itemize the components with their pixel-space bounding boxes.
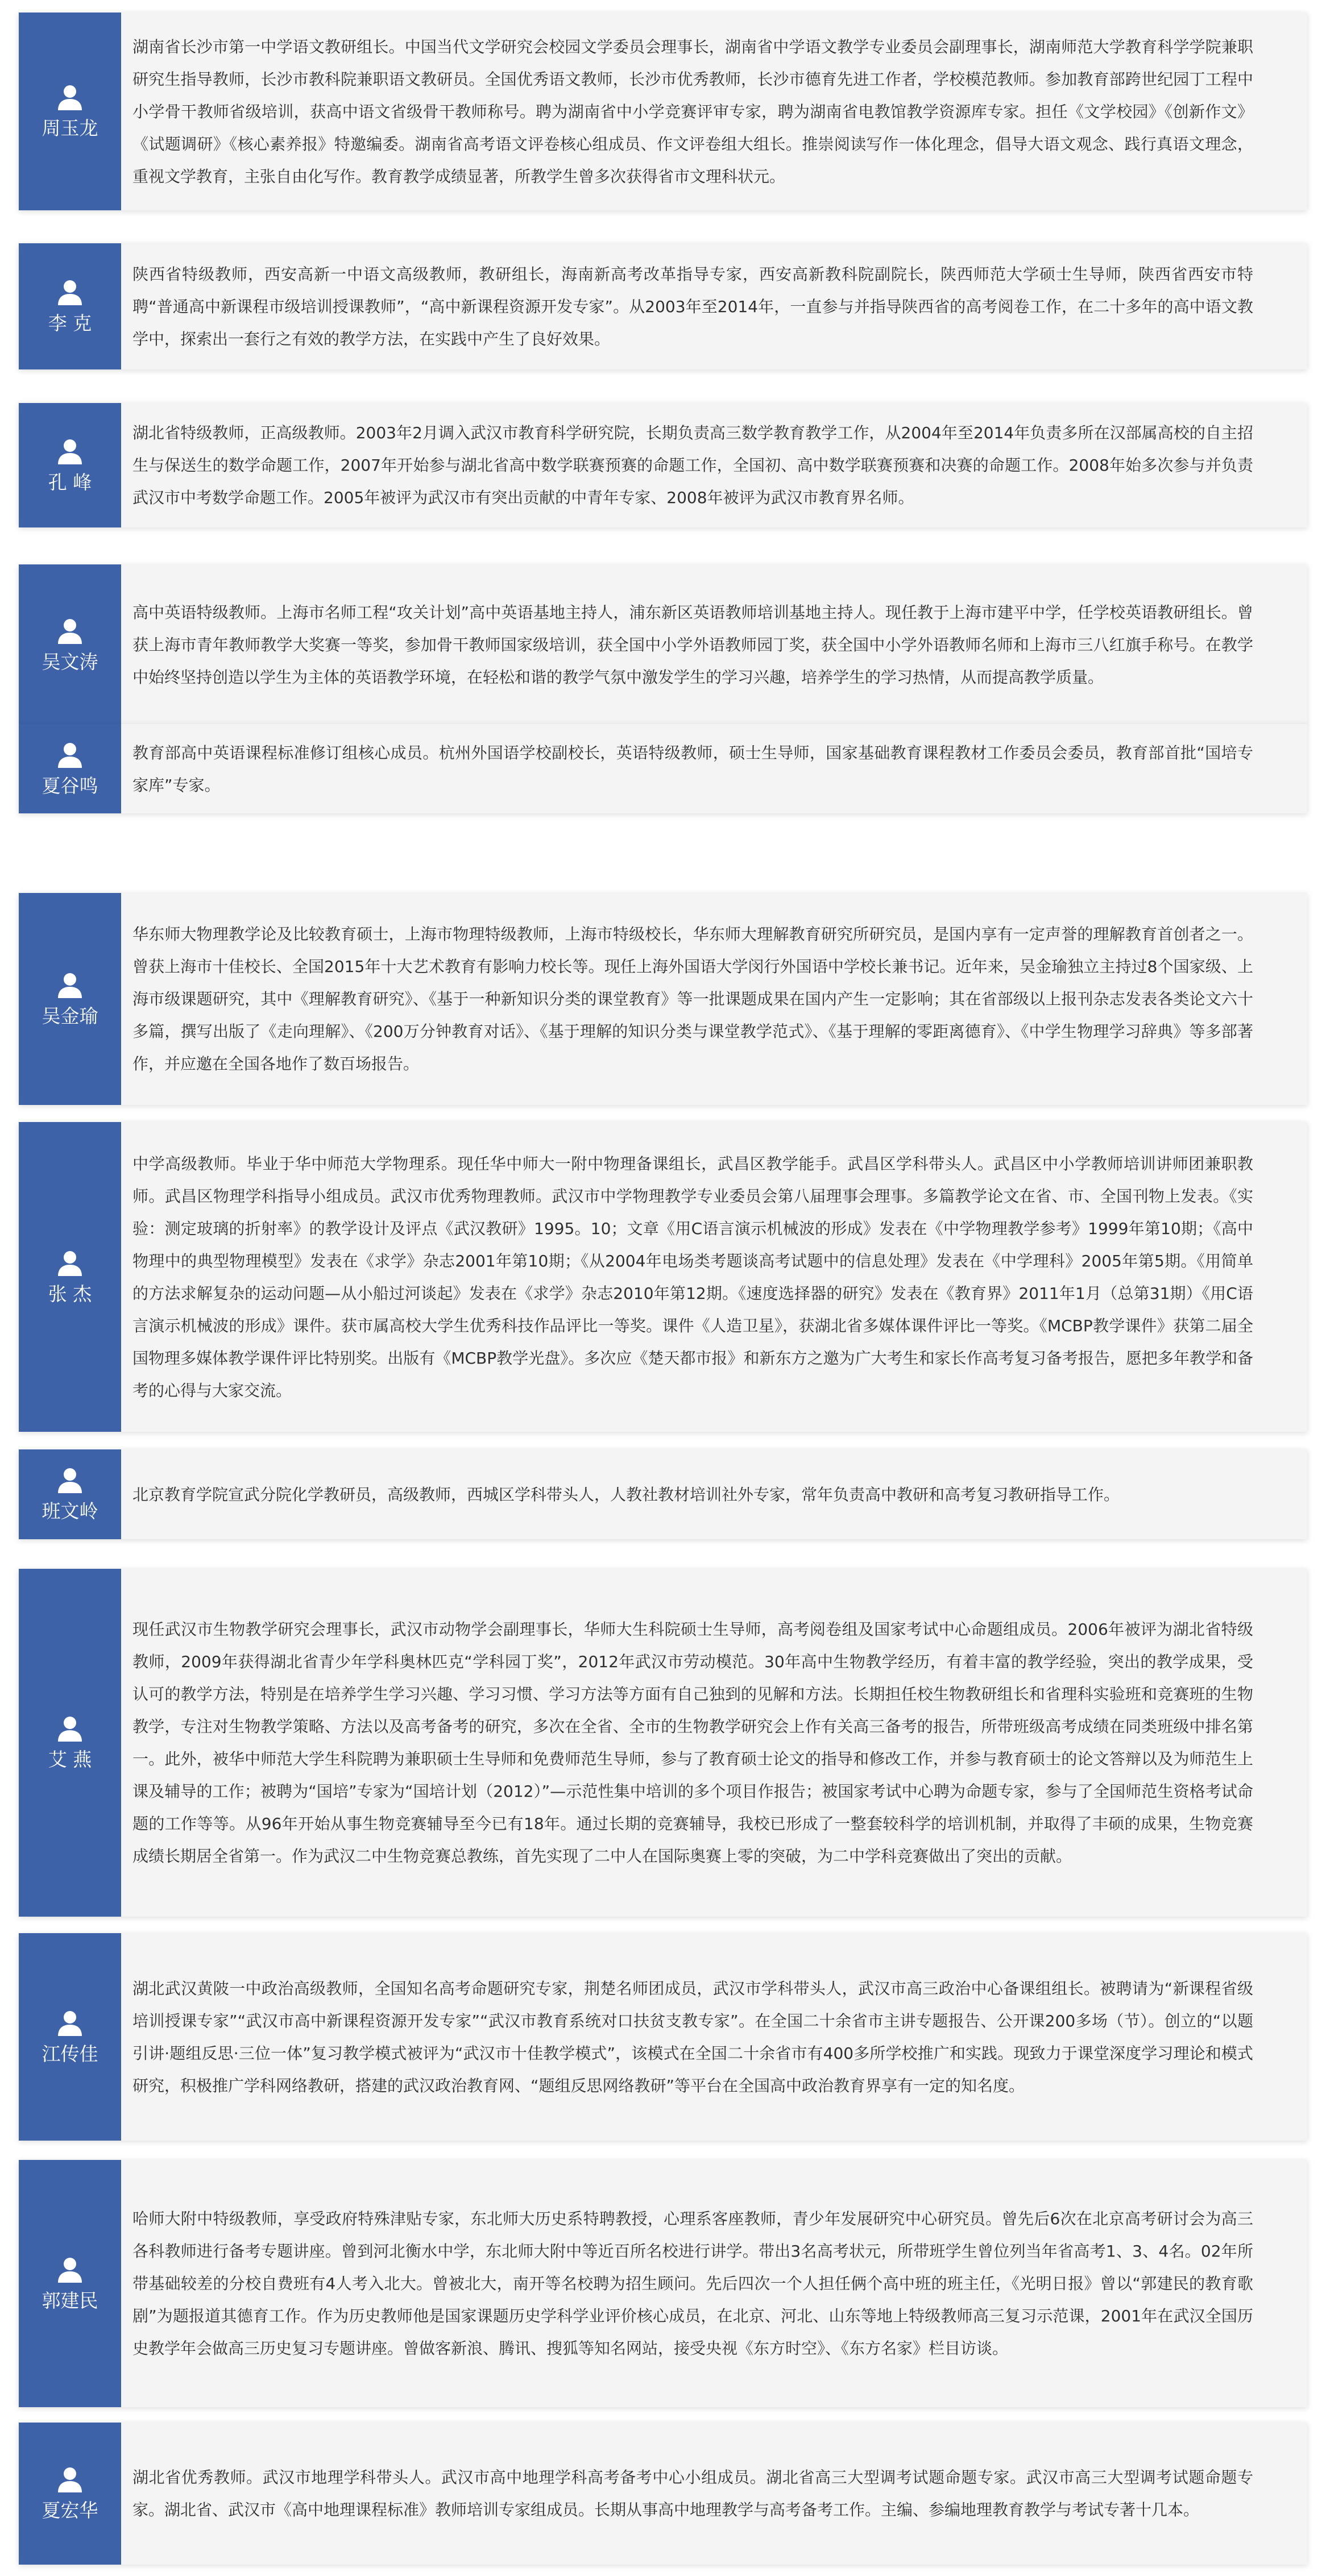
teacher-bio: [132, 243, 1253, 369]
teacher-name-panel: [19, 1933, 121, 2141]
teacher-card: [19, 564, 1307, 725]
teacher-bio: [132, 1933, 1253, 2141]
teacher-bio-text: 陕西省特级教师，西安高新一中语文高级教师，教研组长，海南新高考改革指导专家，西安高新教科院副院长，陕西师范大学硕士生导师，陕西省西安市特聘“普通高中新课程市级培训授课教师”，“高中新课程资源开发专家”。从2003年至2014年，一直参与并指导陕西省的高考阅卷工作，在二十多年的高中语文教学中，探索出一套行之有效的教学方法，在实践中产生了良好效果。: [132, 264, 1253, 348]
person-icon: [56, 83, 84, 111]
teacher-bio: [132, 893, 1253, 1105]
teacher-bio: [132, 724, 1253, 813]
teacher-name-panel: [19, 13, 121, 210]
teacher-name-panel: [19, 564, 121, 725]
person-icon: [56, 2009, 84, 2037]
teacher-name-panel: [19, 2160, 121, 2407]
teacher-bio-text: 高中英语特级教师。上海市名师工程“攻关计划”高中英语基地主持人，浦东新区英语教师培训基地主持人。现任教于上海市建平中学，任学校英语教研组长。曾获上海市青年教师教学大奖赛一等奖，参加骨干教师国家级培训，获全国中小学外语教师园丁奖，获全国中小学外语教师名师和上海市三八红旗手称号。在教学中始终坚持创造以学生为主体的英语教学环境，在轻松和谐的教学气氛中激发学生的学习兴趣，培养学生的学习热情，从而提高教学质量。: [132, 603, 1253, 687]
person-icon: [56, 2465, 84, 2494]
teacher-name-panel: [19, 403, 121, 527]
teacher-name-panel: [19, 893, 121, 1105]
teacher-name: 吴金瑜: [42, 1004, 98, 1027]
teacher-bio-text: 湖北省优秀教师。武汉市地理学科带头人。武汉市高中地理学科高考备考中心小组成员。湖北省高三大型调考试题命题专家。武汉市高三大型调考试题命题专家。湖北省、武汉市《高中地理课程标准》教师培训专家组成员。长期从事高中地理教学与高考备考工作。主编、参编地理教育教学与考试专著十几本。: [132, 2468, 1253, 2519]
teacher-card: [19, 13, 1307, 210]
teacher-name-panel: [19, 2423, 121, 2565]
teacher-bio: [132, 564, 1253, 725]
teacher-bio-text: 湖北省特级教师，正高级教师。2003年2月调入武汉市教育科学研究院，长期负责高三数学教育教学工作，从2004年至2014年负责多所在汉部属高校的自主招生与保送生的数学命题工作，2007年开始参与湖北省高中数学联赛预赛的命题工作，全国初、高中数学联赛预赛和决赛的命题工作。2008年始多次参与并负责武汉市中考数学命题工作。2005年被评为武汉市有突出贡献的中青年专家、2008年被评为武汉市教育界名师。: [132, 423, 1253, 507]
teacher-bio-text: 湖北武汉黄陂一中政治高级教师，全国知名高考命题研究专家，荆楚名师团成员，武汉市学科带头人，武汉市高三政治中心备课组组长。被聘请为“新课程省级培训授课专家”“武汉市高中新课程资源开发专家”“武汉市教育系统对口扶贫支教专家”。在全国二十余省市主讲专题报告、公开课200多场（节）。创立的“以题引讲·题组反思·三位一体”复习教学模式被评为“武汉市十佳教学模式”，该模式在全国二十余省市有400多所学校推广和实践。现致力于课堂深度学习理论和模式研究，积极推广学科网络教研，搭建的武汉政治教育网、“题组反思网络教研”等平台在全国高中政治教育界享有一定的知名度。: [132, 1979, 1253, 2095]
teacher-bio-text: 湖南省长沙市第一中学语文教研组长。中国当代文学研究会校园文学委员会理事长，湖南省中学语文教学专业委员会副理事长，湖南师范大学教育科学学院兼职研究生指导教师，长沙市教科院兼职语文教研员。全国优秀语文教师，长沙市优秀教师，长沙市德育先进工作者，学校模范教师。参加教育部跨世纪园丁工程中小学骨干教师省级培训，获高中语文省级骨干教师称号。聘为湖南省中小学竞赛评审专家，聘为湖南省电教馆教学资源库专家。担任《文学校园》《创新作文》《试题调研》《核心素养报》特邀编委。湖南省高考语文评卷核心组成员、作文评卷组大组长。推崇阅读写作一体化理念，倡导大语文观念、践行真语文理念，重视文学教育，主张自由化写作。教育教学成绩显著，所教学生曾多次获得省市文理科状元。: [132, 37, 1253, 186]
teacher-name: 李 克: [48, 312, 92, 334]
teacher-name: 夏谷鸣: [42, 774, 98, 797]
teacher-bio-text: 现任武汉市生物教学研究会理事长，武汉市动物学会副理事长，华师大生科院硕士生导师，高考阅卷组及国家考试中心命题组成员。2006年被评为湖北省特级教师，2009年获得湖北省青少年学科奥林匹克“学科园丁奖”，2012年武汉市劳动模范。30年高中生物教学经历，有着丰富的教学经验，突出的教学成果，受认可的教学方法，特别是在培养学生学习兴趣、学习习惯、学习方法等方面有自己独到的见解和方法。长期担任校生物教研组长和省理科实验班和竞赛班的生物教学，专注对生物教学策略、方法以及高考备考的研究，多次在全省、全市的生物教学研究会上作有关高三备考的报告，所带班级高考成绩在同类班级中排名第一。此外，被华中师范大学生科院聘为兼职硕士生导师和免费师范生导师，参与了教育硕士论文的指导和修改工作，并参与教育硕士的论文答辩以及为师范生上课及辅导的工作；被聘为“国培”专家为“国培计划（2012）”—示范性集中培训的多个项目作报告；被国家考试中心聘为命题专家，参与了全国师范生资格考试命题的工作等等。从96年开始从事生物竞赛辅导至今已有18年。通过长期的竞赛辅导，我校已形成了一整套较科学的培训机制，并取得了丰硕的成果，生物竞赛成绩长期居全省第一。作为武汉二中生物竞赛总教练，首先实现了二中人在国际奥赛上零的突破，为二中学科竞赛做出了突出的贡献。: [132, 1620, 1253, 1865]
teacher-bio: [132, 1569, 1253, 1917]
teacher-bio-text: 教育部高中英语课程标准修订组核心成员。杭州外国语学校副校长，英语特级教师，硕士生导师，国家基础教育课程教材工作委员会委员，教育部首批“国培专家库”专家。: [132, 743, 1253, 795]
teacher-card: [19, 2160, 1307, 2407]
teacher-bio: [132, 13, 1253, 210]
teacher-name: 周玉龙: [42, 117, 98, 139]
teacher-card: [19, 1933, 1307, 2141]
teacher-name-panel: [19, 243, 121, 369]
teacher-card: [19, 893, 1307, 1105]
teacher-name-panel: [19, 1569, 121, 1917]
teacher-name: 艾 燕: [48, 1748, 92, 1771]
person-icon: [56, 278, 84, 306]
teacher-card: [19, 1569, 1307, 1917]
teacher-bio-text: 哈师大附中特级教师，享受政府特殊津贴专家，东北师大历史系特聘教授，心理系客座教师，青少年发展研究中心研究员。曾先后6次在北京高考研讨会为高三各科教师进行备考专题讲座。曾到河北衡水中学，东北师大附中等近百所名校进行讲学。带出3名高考状元，所带班学生曾位列当年省高考1、3、4名。02年所带基础较差的分校自费班有4人考入北大。曾被北大，南开等名校聘为招生顾问。先后四次一个人担任俩个高中班的班主任，《光明日报》曾以“郭建民的教育歌剧”为题报道其德育工作。作为历史教师他是国家课题历史学科学业评价核心成员，在北京、河北、山东等地上特级教师高三复习示范课，2001年在武汉全国历史教学年会做高三历史复习专题讲座。曾做客新浪、腾讯、搜狐等知名网站，接受央视《东方时空》、《东方名家》栏目访谈。: [132, 2209, 1253, 2358]
teacher-bio-text: 华东师大物理教学论及比较教育硕士，上海市物理特级教师，上海市特级校长，华东师大理解教育研究所研究员，是国内享有一定声誉的理解教育首创者之一。曾获上海市十佳校长、全国2015年十大艺术教育有影响力校长等。现任上海外国语大学闵行外国语中学校长兼书记。近年来，吴金瑜独立主持过8个国家级、上海市级课题研究，其中《理解教育研究》、《基于一种新知识分类的课堂教育》等一批课题成果在国内产生一定影响；其在省部级以上报刊杂志发表各类论文六十多篇，撰写出版了《走向理解》、《200万分钟教育对话》、《基于理解的知识分类与课堂教学范式》、《基于理解的零距离德育》、《中学生物理学习辞典》等多部著作，并应邀在全国各地作了数百场报告。: [132, 925, 1253, 1073]
teacher-name: 孔 峰: [48, 471, 92, 493]
teacher-name: 郭建民: [42, 2289, 98, 2312]
person-icon: [56, 1466, 84, 1494]
teacher-name: 班文岭: [42, 1500, 98, 1522]
teacher-card: [19, 403, 1307, 527]
teacher-bio: [132, 1449, 1253, 1539]
teacher-name-panel: [19, 1122, 121, 1432]
teacher-name: 吴文涛: [42, 650, 98, 673]
person-icon: [56, 1249, 84, 1277]
teacher-card: [19, 243, 1307, 369]
teacher-card: [19, 2423, 1307, 2565]
teacher-bio-text: 北京教育学院宣武分院化学教研员，高级教师，西城区学科带头人，人教社教材培训社外专家，常年负责高中教研和高考复习教研指导工作。: [132, 1485, 1120, 1504]
teacher-name: 张 杰: [48, 1282, 92, 1305]
teacher-bio-text: 中学高级教师。毕业于华中师范大学物理系。现任华中师大一附中物理备课组长，武昌区教学能手。武昌区学科带头人。武昌区中小学教师培训讲师团兼职教师。武昌区物理学科指导小组成员。武汉市优秀物理教师。武汉市中学物理教学专业委员会第八届理事会理事。多篇教学论文在省、市、全国刊物上发表。《实验：测定玻璃的折射率》的教学设计及评点《武汉教研》1995。10；文章《用C语言演示机械波的形成》发表在《中学物理教学参考》1999年第10期；《高中物理中的典型物理模型》发表在《求学》杂志2001年第10期；《从2004年电场类考题谈高考试题中的信息处理》发表在《中学理科》2005年第5期。《用简单的方法求解复杂的运动问题—从小船过河谈起》发表在《求学》杂志2010年第12期。《速度选择器的研究》发表在《教育界》2011年1月（总第31期）《用C语言演示机械波的形成》课件。获市属高校大学生优秀科技作品评比一等奖。课件《人造卫星》，获湖北省多媒体课件评比一等奖。《MCBP教学课件》获第二届全国物理多媒体教学课件评比特别奖。出版有《MCBP教学光盘》。多次应《楚天都市报》和新东方之邀为广大考生和家长作高考复习备考报告，愿把多年教学和备考的心得与大家交流。: [132, 1154, 1253, 1400]
teacher-name: 江传佳: [42, 2042, 98, 2065]
teacher-card: [19, 1122, 1307, 1432]
teacher-card: [19, 724, 1307, 813]
person-icon: [56, 2255, 84, 2284]
teacher-bio: [132, 403, 1253, 527]
person-icon: [56, 741, 84, 769]
teacher-card: [19, 1449, 1307, 1539]
person-icon: [56, 617, 84, 645]
teacher-bio: [132, 2160, 1253, 2407]
teacher-bio: [132, 1122, 1253, 1432]
teacher-name-panel: [19, 724, 121, 813]
teacher-bio: [132, 2423, 1253, 2565]
teacher-name-panel: [19, 1449, 121, 1539]
person-icon: [56, 971, 84, 999]
person-icon: [56, 1714, 84, 1743]
person-icon: [56, 437, 84, 466]
teacher-name: 夏宏华: [42, 2499, 98, 2521]
